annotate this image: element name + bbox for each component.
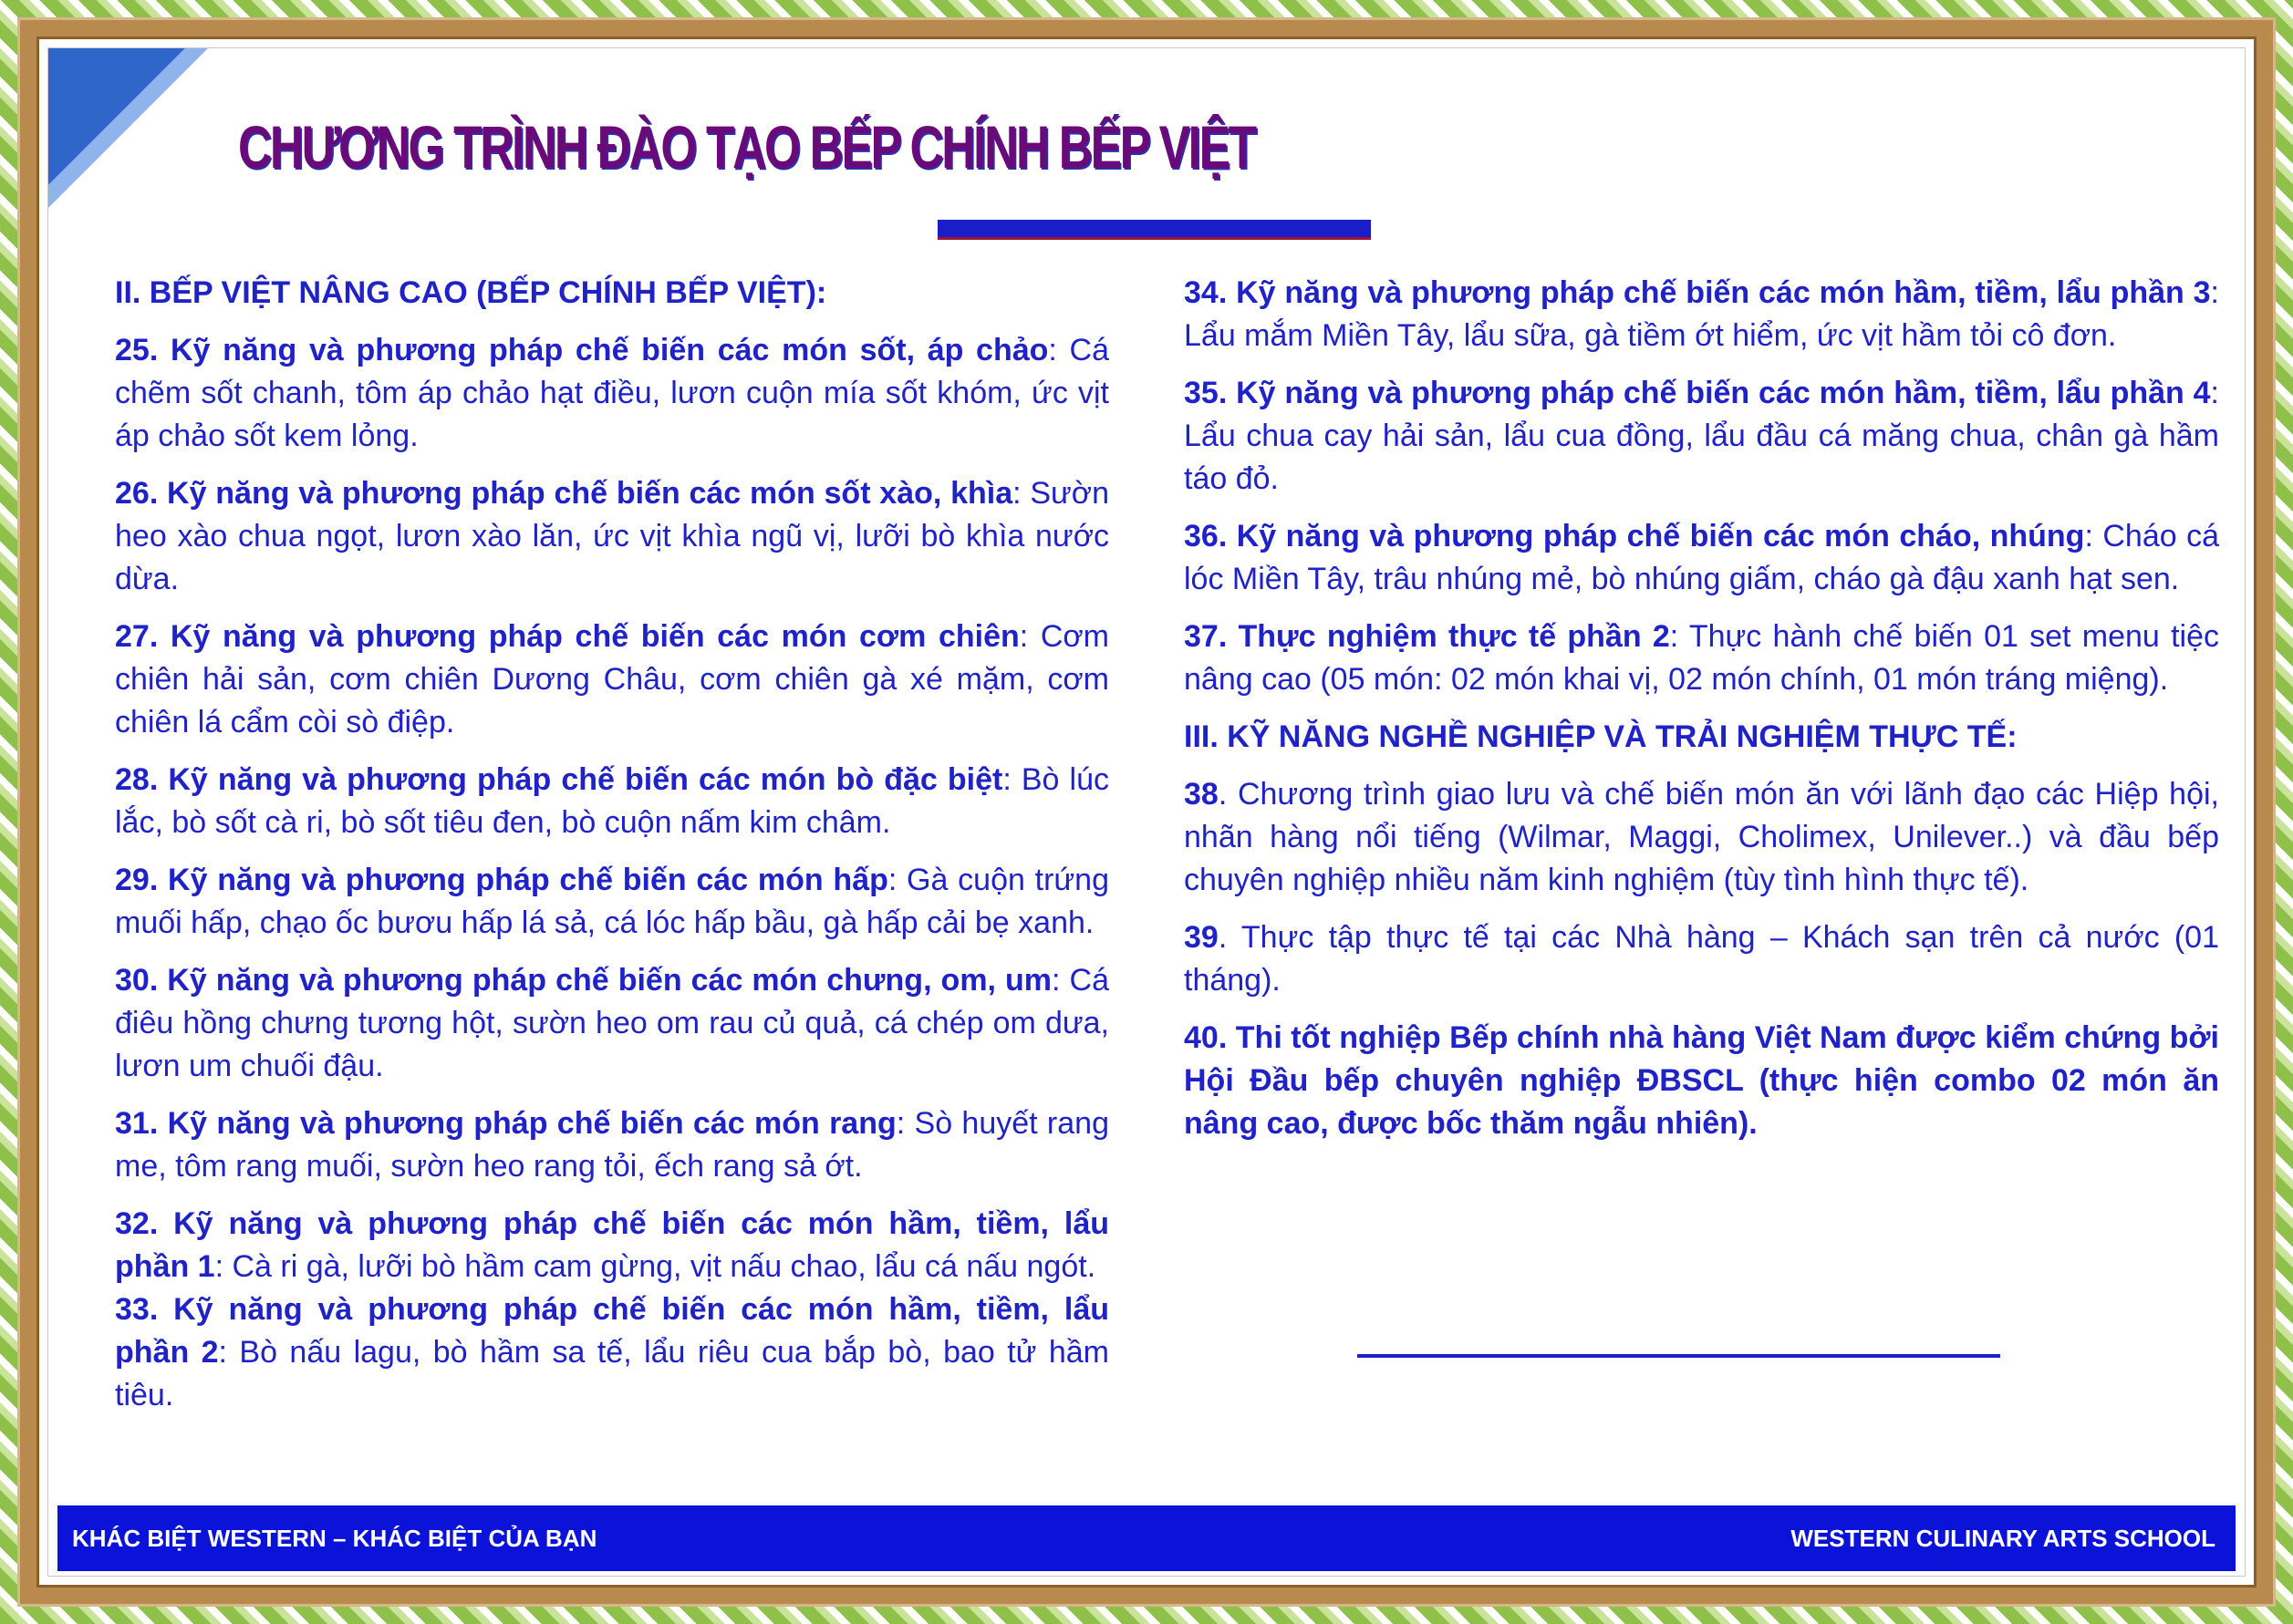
footer-bar: [57, 1505, 2236, 1571]
list-item: 25. Kỹ năng và phương pháp chế biến các món sốt, áp chảo: Cá chẽm sốt chanh, tôm áp chảo hạt điều, lươn cuộn mía sốt khóm, ức vịt áp chảo sốt kem lỏng.: [115, 333, 1110, 453]
corner-decoration: [48, 48, 213, 212]
list-item: 40. Thi tốt nghiệp Bếp chính nhà hàng Việt Nam được kiểm chứng bởi Hội Đầu bếp chuyên nghiệp ĐBSCL (thực hiện combo 02 món ăn nâng cao, được bốc thăm ngẫu nhiên).: [1184, 1020, 2219, 1141]
section-heading-iii: III. KỸ NĂNG NGHỀ NGHIỆP VÀ TRẢI NGHIỆM THỰC TẾ:: [1184, 719, 2018, 754]
list-item: 34. Kỹ năng và phương pháp chế biến các món hầm, tiềm, lẩu phần 3: Lẩu mắm Miền Tây, lẩu sữa, gà tiềm ớt hiểm, ức vịt hầm tỏi cô đơn.: [1184, 275, 2219, 353]
list-item: 27. Kỹ năng và phương pháp chế biến các món cơm chiên: Cơm chiên hải sản, cơm chiên Dương Châu, cơm chiên gà xé mặm, cơm chiên lá cẩm còi sò điệp.: [115, 619, 1109, 740]
title-underline: [938, 220, 1371, 240]
footer-slogan: KHÁC BIỆT WESTERN – KHÁC BIỆT CỦA BẠN: [72, 1524, 597, 1552]
left-column: [115, 272, 1109, 1417]
page-title: CHƯƠNG TRÌNH ĐÀO TẠO BẾP CHÍNH BẾP VIỆT: [238, 113, 1255, 181]
right-column: [1184, 272, 2219, 1160]
section-heading-ii: II. BẾP VIỆT NÂNG CAO (BẾP CHÍNH BẾP VIỆT):: [115, 275, 827, 310]
list-item: 26. Kỹ năng và phương pháp chế biến các món sốt xào, khìa: Sườn heo xào chua ngọt, lươn xào lăn, ức vịt khìa ngũ vị, lưỡi bò khìa nước dừa.: [115, 476, 1109, 596]
list-item: 36. Kỹ năng và phương pháp chế biến các món cháo, nhúng: Cháo cá lóc Miền Tây, trâu nhúng mẻ, bò nhúng giấm, cháo gà đậu xanh hạt sen.: [1184, 519, 2219, 596]
list-item: 30. Kỹ năng và phương pháp chế biến các món chưng, om, um: Cá điêu hồng chưng tương hột, sườn heo om rau củ quả, cá chép om dưa, lươn um chuối đậu.: [115, 963, 1109, 1083]
list-item: 29. Kỹ năng và phương pháp chế biến các món hấp: Gà cuộn trứng muối hấp, chạo ốc bươu hấp lá sả, cá lóc hấp bầu, gà hấp cải bẹ xanh.: [115, 863, 1109, 940]
list-item: 31. Kỹ năng và phương pháp chế biến các món rang: Sò huyết rang me, tôm rang muối, sườn heo rang tỏi, ếch rang sả ớt.: [115, 1106, 1109, 1184]
list-item: 35. Kỹ năng và phương pháp chế biến các món hầm, tiềm, lẩu phần 4: Lẩu chua cay hải sản, lẩu cua đồng, lẩu đầu cá măng chua, chân gà hầm táo đỏ.: [1184, 376, 2219, 496]
footer-school-name: WESTERN CULINARY ARTS SCHOOL: [1790, 1524, 2215, 1552]
list-item: 38. Chương trình giao lưu và chế biến món ăn với lãnh đạo các Hiệp hội, nhãn hàng nổi tiếng (Wilmar, Maggi, Cholimex, Unilever..) và đầu bếp chuyên nghiệp nhiều năm kinh nghiệm (tùy tình hình thực tế).: [1184, 777, 2219, 897]
document-page: [47, 47, 2246, 1577]
list-item: 28. Kỹ năng và phương pháp chế biến các món bò đặc biệt: Bò lúc lắc, bò sốt cà ri, bò sốt tiêu đen, bò cuộn nấm kim châm.: [115, 762, 1109, 840]
list-item: 37. Thực nghiệm thực tế phần 2: Thực hành chế biến 01 set menu tiệc nâng cao (05 món: 02 món khai vị, 02 món chính, 01 món tráng miệng).: [1184, 619, 2219, 697]
end-divider: [1357, 1354, 2000, 1358]
list-item: 33. Kỹ năng và phương pháp chế biến các món hầm, tiềm, lẩu phần 2: Bò nấu lagu, bò hầm sa tế, lẩu riêu cua bắp bò, bao tử hầm tiêu.: [115, 1292, 1109, 1412]
list-item: 39. Thực tập thực tế tại các Nhà hàng – Khách sạn trên cả nước (01 tháng).: [1184, 920, 2219, 998]
list-item: 32. Kỹ năng và phương pháp chế biến các món hầm, tiềm, lẩu phần 1: Cà ri gà, lưỡi bò hầm cam gừng, vịt nấu chao, lẩu cá nấu ngót.: [115, 1206, 1109, 1284]
